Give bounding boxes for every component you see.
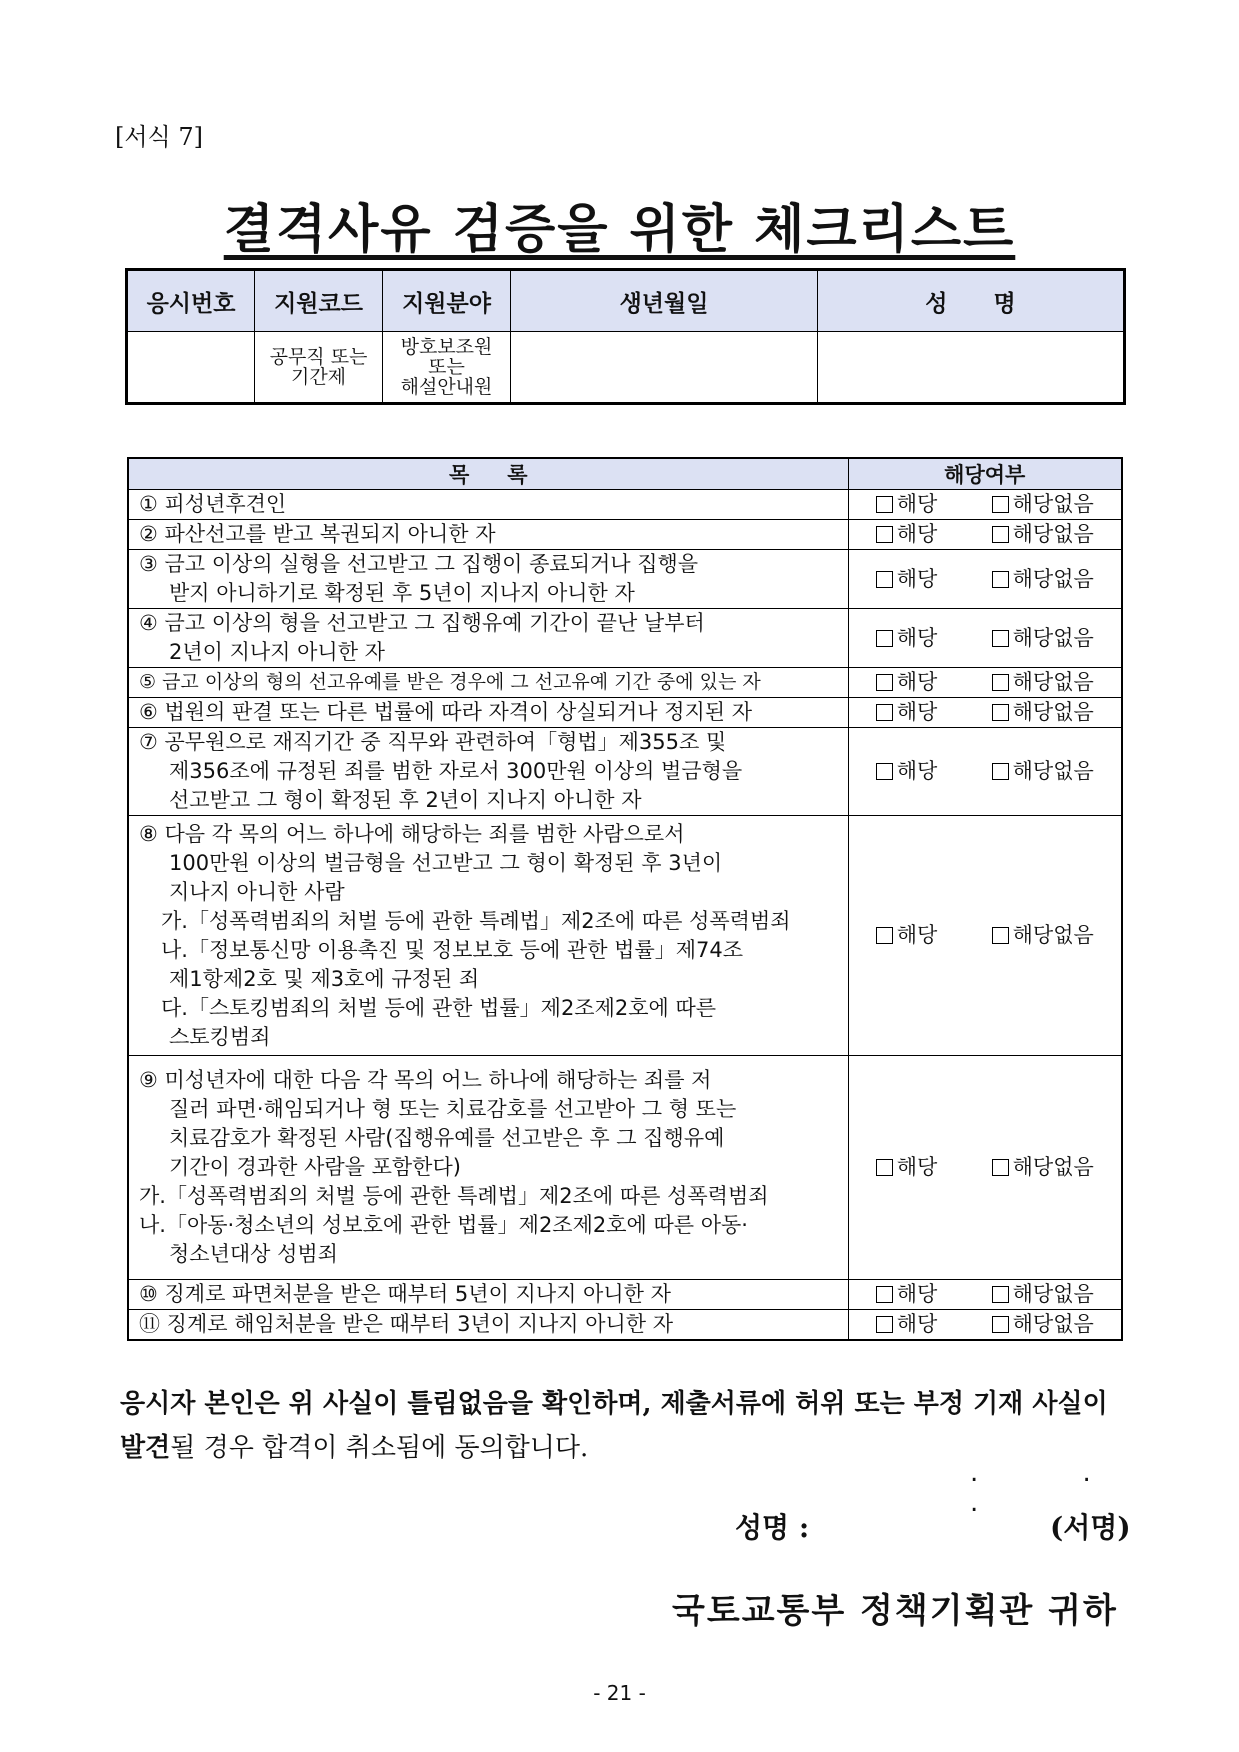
checkbox-label: 해당없음	[1012, 492, 1094, 516]
status-options	[849, 1153, 1122, 1182]
checkbox-square-icon[interactable]	[876, 1159, 893, 1176]
checkbox-label: 해당	[896, 670, 938, 694]
status-options	[849, 921, 1122, 950]
checkbox-square-icon[interactable]	[876, 1316, 893, 1333]
item-line: 스토킹범죄	[169, 1024, 271, 1049]
checklist-item-text	[128, 609, 848, 668]
status-options	[849, 565, 1122, 594]
checkbox-square-icon[interactable]	[876, 763, 893, 780]
status-options	[849, 698, 1122, 727]
header-application-code: 지원코드	[255, 270, 383, 332]
checkbox-label: 해당없음	[1012, 923, 1094, 947]
item-line: 나.「아동·청소년의 성보호에 관한 법률」제2조제2호에 따른 아동·	[139, 1213, 748, 1237]
signature-label: 성명 :	[735, 1511, 810, 1544]
header-items: 목록	[128, 458, 848, 490]
consent-text: 될 경우 합격이 취소됨에 동의합니다.	[170, 1433, 589, 1463]
checkbox-label: 해당없음	[1012, 1282, 1094, 1306]
name-field[interactable]	[818, 332, 1125, 404]
applicant-info-table	[125, 268, 1126, 405]
checkbox-no[interactable]	[992, 624, 1094, 653]
checkbox-no[interactable]	[992, 520, 1094, 549]
checkbox-label: 해당없음	[1012, 1312, 1094, 1336]
checklist-item-text	[128, 550, 848, 609]
status-options	[849, 757, 1122, 786]
consent-statement	[120, 1382, 1125, 1470]
checkbox-yes[interactable]	[876, 668, 938, 697]
exam-number-field[interactable]	[127, 332, 255, 404]
checkbox-no[interactable]	[992, 757, 1094, 786]
header-application-field: 지원분야	[383, 270, 511, 332]
checklist-item-text	[128, 1280, 848, 1310]
checkbox-square-icon[interactable]	[992, 1286, 1009, 1303]
checklist-row	[128, 550, 1122, 609]
checkbox-square-icon[interactable]	[876, 674, 893, 691]
header-exam-number: 응시번호	[127, 270, 255, 332]
item-line: 제1항제2호 및 제3호에 규정된 죄	[169, 966, 480, 991]
checklist-row	[128, 728, 1122, 816]
checklist-status-cell	[848, 668, 1122, 698]
field-line: 해설안내원	[400, 376, 493, 398]
status-options	[849, 520, 1122, 549]
checkbox-label: 해당없음	[1012, 1155, 1094, 1179]
checklist-status-cell	[848, 550, 1122, 609]
header-birth-date: 생년월일	[511, 270, 818, 332]
birth-date-field[interactable]	[511, 332, 818, 404]
checkbox-label: 해당	[896, 1312, 938, 1336]
checklist-items	[128, 490, 1122, 1341]
status-options	[849, 668, 1122, 697]
item-line: 치료감호가 확정된 사람(집행유예를 선고받은 후 그 집행유예	[169, 1126, 725, 1150]
checkbox-square-icon[interactable]	[992, 1159, 1009, 1176]
field-line: 또는	[428, 356, 465, 378]
checklist-row	[128, 816, 1122, 1056]
checklist-status-cell	[848, 1310, 1122, 1341]
info-header-row	[127, 270, 1125, 332]
item-line: 나.「정보통신망 이용촉진 및 정보보호 등에 관한 법률」제74조	[161, 937, 744, 962]
checklist-header-row	[128, 458, 1122, 490]
page-number: - 21 -	[593, 1681, 646, 1705]
header-name: 성명	[818, 270, 1125, 332]
item-line: 질러 파면·해임되거나 형 또는 치료감호를 선고받아 그 형 또는	[169, 1097, 737, 1121]
checkbox-yes[interactable]	[876, 1153, 938, 1182]
checklist-item-text	[128, 1056, 848, 1280]
checkbox-no[interactable]	[992, 668, 1094, 697]
checklist-status-cell	[848, 728, 1122, 816]
checklist-row	[128, 490, 1122, 520]
checkbox-square-icon[interactable]	[876, 571, 893, 588]
status-options	[849, 1310, 1122, 1339]
checkbox-yes[interactable]	[876, 757, 938, 786]
info-value-row	[127, 332, 1125, 404]
checklist-row	[128, 668, 1122, 698]
item-line: 지나지 아니한 사람	[169, 879, 345, 904]
checklist-item-text	[128, 728, 848, 816]
item-line: ② 파산선고를 받고 복권되지 아니한 자	[139, 522, 496, 546]
checkbox-square-icon[interactable]	[992, 526, 1009, 543]
checkbox-yes[interactable]	[876, 490, 938, 519]
checkbox-label: 해당없음	[1012, 625, 1094, 650]
status-options	[849, 624, 1122, 653]
checkbox-label: 해당없음	[1012, 670, 1094, 694]
checklist-status-cell	[848, 816, 1122, 1056]
checkbox-no[interactable]	[992, 1280, 1094, 1309]
checklist-row	[128, 609, 1122, 668]
checkbox-square-icon[interactable]	[992, 630, 1009, 647]
checkbox-label: 해당	[896, 522, 938, 546]
code-line: 기간제	[290, 366, 347, 388]
code-line: 공무직 또는	[269, 346, 368, 368]
item-line: 받지 아니하기로 확정된 후 5년이 지나지 아니한 자	[169, 581, 635, 605]
consent-bold-text: 응시자 본인은 위 사실이 틀림없음을 확인하며, 제출서류에 허위 또는 부정 기재 사실이 발견	[120, 1389, 1108, 1463]
checkbox-label: 해당	[896, 700, 938, 724]
checkbox-square-icon[interactable]	[876, 630, 893, 647]
item-line: ④ 금고 이상의 형을 선고받고 그 집행유예 기간이 끝난 날부터	[139, 611, 705, 635]
checklist-item-text	[128, 520, 848, 550]
item-line: ⑪ 징계로 해임처분을 받은 때부터 3년이 지나지 아니한 자	[139, 1312, 674, 1336]
checkbox-yes[interactable]	[876, 1280, 938, 1309]
item-line: 100만원 이상의 벌금형을 선고받고 그 형이 확정된 후 3년이	[169, 850, 723, 875]
application-code-cell	[255, 332, 383, 404]
item-line: 제356조에 규정된 죄를 범한 자로서 300만원 이상의 벌금형을	[169, 759, 743, 783]
checkbox-square-icon[interactable]	[876, 496, 893, 513]
checkbox-yes[interactable]	[876, 1310, 938, 1339]
checklist-status-cell	[848, 490, 1122, 520]
checkbox-label: 해당	[896, 1155, 938, 1179]
checklist-row	[128, 520, 1122, 550]
item-line: ⑩ 징계로 파면처분을 받은 때부터 5년이 지나지 아니한 자	[139, 1282, 671, 1306]
checkbox-no[interactable]	[992, 1310, 1094, 1339]
checkbox-square-icon[interactable]	[992, 571, 1009, 588]
checklist-table	[127, 457, 1123, 1341]
item-line: ⑧ 다음 각 목의 어느 하나에 해당하는 죄를 범한 사람으로서	[139, 821, 685, 846]
field-line: 방호보조원	[400, 336, 493, 358]
checklist-status-cell	[848, 520, 1122, 550]
checklist-row	[128, 698, 1122, 728]
checkbox-no[interactable]	[992, 921, 1094, 950]
status-options	[849, 1280, 1122, 1309]
checkbox-square-icon[interactable]	[992, 927, 1009, 944]
checklist-row	[128, 1280, 1122, 1310]
checkbox-yes[interactable]	[876, 698, 938, 727]
checkbox-label: 해당없음	[1012, 759, 1094, 783]
checkbox-yes[interactable]	[876, 565, 938, 594]
addressee: 국토교통부 정책기획관 귀하	[672, 1591, 1118, 1631]
checkbox-no[interactable]	[992, 490, 1094, 519]
item-line: 청소년대상 성범죄	[169, 1242, 338, 1266]
checkbox-yes[interactable]	[876, 921, 938, 950]
checkbox-label: 해당없음	[1012, 700, 1094, 724]
application-field-cell	[383, 332, 511, 404]
checkbox-square-icon[interactable]	[876, 704, 893, 721]
checkbox-label: 해당	[896, 923, 938, 947]
checklist-item-text	[128, 816, 848, 1056]
checkbox-label: 해당	[896, 492, 938, 516]
checkbox-no[interactable]	[992, 698, 1094, 727]
checklist-row	[128, 1310, 1122, 1341]
checkbox-square-icon[interactable]	[876, 927, 893, 944]
checkbox-square-icon[interactable]	[876, 526, 893, 543]
checklist-status-cell	[848, 609, 1122, 668]
checkbox-square-icon[interactable]	[992, 496, 1009, 513]
item-line: 기간이 경과한 사람을 포함한다)	[169, 1155, 461, 1179]
checkbox-square-icon[interactable]	[992, 763, 1009, 780]
checkbox-label: 해당없음	[1012, 566, 1094, 591]
checklist-status-cell	[848, 1056, 1122, 1280]
checkbox-label: 해당	[896, 566, 938, 591]
item-line: ⑦ 공무원으로 재직기간 중 직무와 관련하여「형법」제355조 및	[139, 730, 727, 754]
checkbox-square-icon[interactable]	[992, 1316, 1009, 1333]
checklist-item-text	[128, 698, 848, 728]
checklist-item-text	[128, 490, 848, 520]
checkbox-square-icon[interactable]	[876, 1286, 893, 1303]
date-field[interactable]: . . .	[970, 1458, 1139, 1518]
checklist-status-cell	[848, 698, 1122, 728]
checkbox-square-icon[interactable]	[992, 704, 1009, 721]
item-line: 가.「성폭력범죄의 처벌 등에 관한 특례법」제2조에 따른 성폭력범죄	[139, 1184, 769, 1208]
checkbox-yes[interactable]	[876, 624, 938, 653]
checkbox-label: 해당	[896, 759, 938, 783]
checklist-item-text	[128, 1310, 848, 1341]
checkbox-label: 해당	[896, 625, 938, 650]
checklist-item-text	[128, 668, 848, 698]
checklist-row	[128, 1056, 1122, 1280]
checkbox-square-icon[interactable]	[992, 674, 1009, 691]
checkbox-no[interactable]	[992, 1153, 1094, 1182]
item-line: 가.「성폭력범죄의 처벌 등에 관한 특례법」제2조에 따른 성폭력범죄	[161, 908, 791, 933]
item-line: ⑤ 금고 이상의 형의 선고유예를 받은 경우에 그 선고유예 기간 중에 있는 자	[139, 671, 761, 693]
signature-field[interactable]: (서명)	[1050, 1511, 1131, 1544]
form-label: [서식 7]	[115, 123, 203, 151]
checkbox-label: 해당없음	[1012, 522, 1094, 546]
item-line: 2년이 지나지 아니한 자	[169, 640, 385, 664]
item-line: ⑥ 법원의 판결 또는 다른 법률에 따라 자격이 상실되거나 정지된 자	[139, 700, 753, 724]
checkbox-yes[interactable]	[876, 520, 938, 549]
header-status: 해당여부	[848, 458, 1122, 490]
item-line: ③ 금고 이상의 실형을 선고받고 그 집행이 종료되거나 집행을	[139, 552, 699, 576]
item-line: ① 피성년후견인	[139, 492, 287, 516]
status-options	[849, 490, 1122, 519]
checkbox-label: 해당	[896, 1282, 938, 1306]
item-line: 선고받고 그 형이 확정된 후 2년이 지나지 아니한 자	[169, 788, 642, 812]
item-line: 다.「스토킹범죄의 처벌 등에 관한 법률」제2조제2호에 따른	[161, 995, 717, 1020]
document-title: 결격사유 검증을 위한 체크리스트	[223, 200, 1016, 260]
item-line: ⑨ 미성년자에 대한 다음 각 목의 어느 하나에 해당하는 죄를 저	[139, 1068, 712, 1092]
checklist-status-cell	[848, 1280, 1122, 1310]
checkbox-no[interactable]	[992, 565, 1094, 594]
